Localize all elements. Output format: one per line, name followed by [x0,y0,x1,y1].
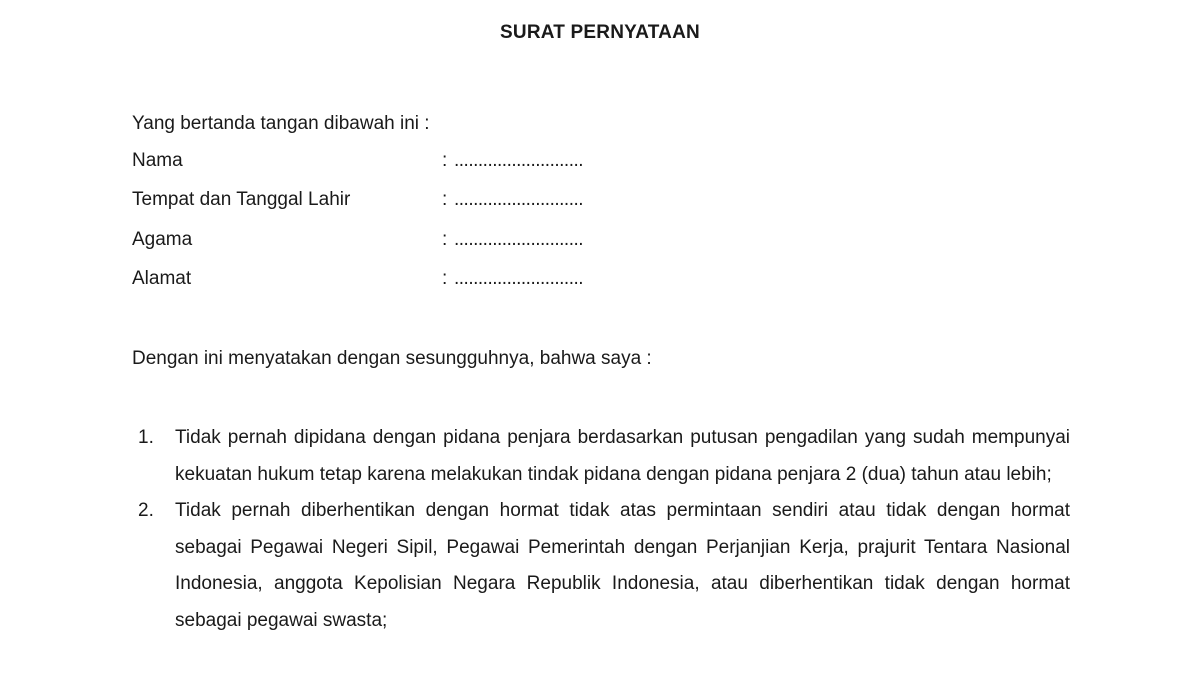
field-label-tempat-tanggal-lahir: Tempat dan Tanggal Lahir [132,189,351,210]
list-item-text: Tidak pernah dipidana dengan pidana penjara berdasarkan putusan pengadilan yang sudah mempunyai kekuatan hukum tetap karena melakukan tindak pidana dengan pidana penjara 2 (dua) tahun atau lebih; [175,427,1070,485]
statement-list [132,420,1070,639]
statement-text: Dengan ini menyatakan dengan sesungguhnya, bahwa saya : [132,348,652,369]
list-item-number: 1. [138,427,154,448]
field-label-nama: Nama [132,150,183,171]
list-item-number: 2. [138,500,154,521]
field-value-agama: ........................... [454,229,584,250]
list-item [132,493,1070,639]
field-value-tempat-tanggal-lahir: ........................... [454,189,584,210]
field-colon: : [442,229,448,250]
field-colon: : [442,268,448,289]
field-colon: : [442,189,448,210]
document-title: SURAT PERNYATAAN [500,22,700,43]
field-value-nama: ........................... [454,150,584,171]
field-colon: : [442,150,448,171]
intro-text: Yang bertanda tangan dibawah ini : [132,113,430,134]
list-item-text: Tidak pernah diberhentikan dengan hormat tidak atas permintaan sendiri atau tidak dengan hormat sebagai Pegawai Negeri Sipil, Pegawai Pemerintah dengan Perjanjian Kerja, prajurit Tentara Nasional Indonesia, anggota Kepolisian Negara Republik Indonesia, atau diberhentikan tidak dengan hormat sebagai pegawai swasta; [175,500,1070,631]
field-label-agama: Agama [132,229,193,250]
field-value-alamat: ........................... [454,268,584,289]
list-item [132,420,1070,493]
field-label-alamat: Alamat [132,268,192,289]
